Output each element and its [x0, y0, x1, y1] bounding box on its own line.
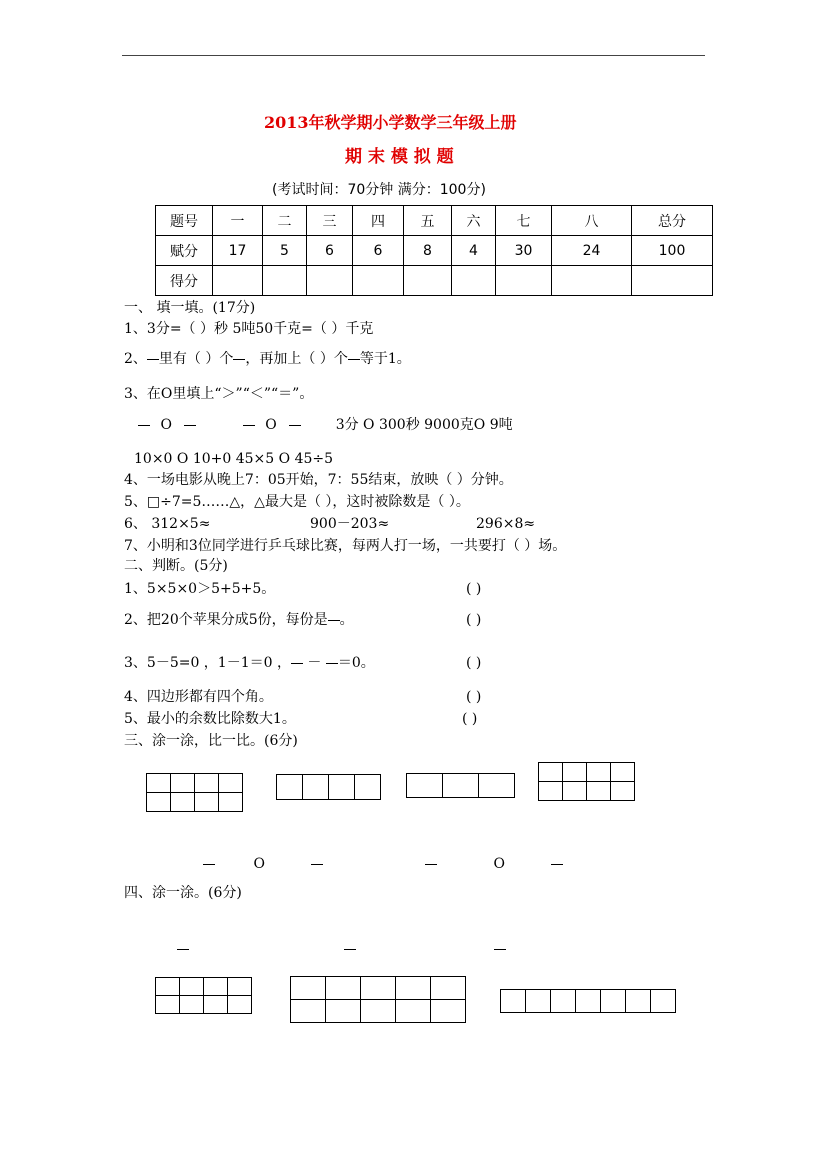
fraction-placeholder [138, 424, 150, 426]
table-cell: 17 [213, 236, 263, 266]
fraction-placeholder [551, 863, 563, 865]
judge-item-2-text: 2、把20个苹果分成5份，每份是 [124, 612, 328, 628]
fraction-placeholder [147, 358, 159, 360]
score-input-cell[interactable] [213, 266, 263, 296]
shading-grid-3[interactable] [406, 773, 515, 798]
section2-heading: 二、判断。(5分) [124, 558, 228, 574]
score-input-cell[interactable] [452, 266, 496, 296]
score-input-cell[interactable] [263, 266, 307, 296]
section1-heading: 一、 填一填。(17分) [124, 300, 256, 316]
shading-grid-7[interactable] [500, 989, 676, 1013]
table-cell: 二 [263, 206, 307, 236]
compare-line-1 [203, 857, 323, 871]
fraction-placeholder [243, 424, 255, 426]
compare-circle[interactable]: O [265, 417, 277, 433]
score-input-cell[interactable] [496, 266, 552, 296]
judge-item-5: 5、最小的余数比除数大1。 [124, 711, 296, 727]
fraction-placeholder [203, 863, 215, 865]
table-cell: 八 [552, 206, 632, 236]
score-input-cell[interactable] [632, 266, 713, 296]
compare-circle[interactable]: O [253, 856, 265, 872]
question-1-6b: 900－203≈ [310, 516, 390, 532]
table-cell: 四 [353, 206, 404, 236]
compare-circle[interactable]: O [493, 856, 505, 872]
question-1-6c: 296×8≈ [476, 516, 536, 532]
question-1-1: 1、3分=（ ）秒 5吨50千克=（ ）千克 [124, 321, 374, 337]
score-input-cell[interactable] [353, 266, 404, 296]
table-cell: 总分 [632, 206, 713, 236]
fraction-placeholder [344, 948, 356, 950]
top-rule [122, 55, 705, 56]
judge-item-2-tail: 。 [339, 612, 354, 628]
question-1-4: 4、一场电影从晚上7：05开始，7：55结束，放映（ ）分钟。 [124, 472, 513, 488]
judge-item-3-text: 3、5－5=0 ，1－1＝0 ， [124, 655, 291, 671]
shading-grid-6[interactable] [290, 976, 466, 1023]
table-cell: 一 [213, 206, 263, 236]
table-cell: 七 [496, 206, 552, 236]
table-cell: 三 [307, 206, 353, 236]
compare-line-2 [425, 857, 563, 871]
table-cell: 5 [263, 236, 307, 266]
judge-item-3: 3、5－5=0 ，1－1＝0 ， － ＝0。 [124, 655, 375, 671]
fraction-placeholder [291, 662, 303, 664]
fraction-placeholder [184, 424, 196, 426]
table-row [156, 206, 713, 236]
shading-grid-4[interactable] [538, 762, 635, 801]
exam-title: 2013年秋学期小学数学三年级上册 [264, 113, 517, 132]
table-cell: 24 [552, 236, 632, 266]
shading-grid-5[interactable] [155, 977, 252, 1014]
judge-item-3-tail: ＝0。 [337, 655, 375, 671]
table-cell: 4 [452, 236, 496, 266]
table-row [156, 236, 713, 266]
table-cell: 六 [452, 206, 496, 236]
judge-item-1: 1、5×5×0＞5+5+5。 [124, 581, 276, 597]
exam-subtitle: 期 末 模 拟 题 [345, 147, 454, 167]
judge-item-4: 4、四边形都有四个角。 [124, 689, 273, 705]
judge-answer-1[interactable]: ( ) [466, 581, 482, 597]
fraction-placeholder [233, 358, 245, 360]
table-cell: 五 [404, 206, 452, 236]
table-cell: 题号 [156, 206, 213, 236]
question-1-6a: 6、 312×5≈ [124, 516, 211, 532]
fraction-placeholder [494, 948, 506, 950]
fraction-placeholder [326, 662, 338, 664]
table-cell: 得分 [156, 266, 213, 296]
table-row [156, 266, 713, 296]
fraction-placeholder [311, 863, 323, 865]
compare-circle[interactable]: O [160, 417, 172, 433]
compare-row-2: 10×0 O 10+0 45×5 O 45÷5 [134, 451, 334, 467]
question-1-3: 3、在O里填上“＞”“＜”“＝”。 [124, 386, 314, 402]
score-table [155, 205, 713, 296]
shading-grid-2[interactable] [276, 774, 381, 800]
judge-item-2 [124, 613, 354, 627]
section3-heading: 三、涂一涂，比一比。(6分) [124, 733, 298, 749]
score-input-cell[interactable] [552, 266, 632, 296]
table-cell: 100 [632, 236, 713, 266]
fraction-placeholder [425, 863, 437, 865]
fraction-placeholder [348, 358, 360, 360]
question-1-5: 5、□÷7=5……△，△最大是（ ），这时被除数是（ ）。 [124, 494, 470, 510]
fraction-placeholder [328, 619, 340, 621]
q2-part-b: 里有（ ）个 [158, 351, 234, 367]
q2-part-a: 2、 [124, 351, 147, 367]
judge-answer-2[interactable]: ( ) [466, 612, 482, 628]
section4-heading: 四、涂一涂。(6分) [124, 885, 242, 901]
table-cell: 30 [496, 236, 552, 266]
score-input-cell[interactable] [307, 266, 353, 296]
compare-row-1-rest: 3分 O 300秒 9000克O 9吨 [335, 417, 513, 433]
shading-grid-1[interactable] [146, 773, 243, 812]
fraction-placeholder [289, 424, 301, 426]
table-cell: 赋分 [156, 236, 213, 266]
score-input-cell[interactable] [404, 266, 452, 296]
exam-info: (考试时间：70分钟 满分：100分) [272, 182, 486, 198]
compare-row-1 [138, 418, 513, 432]
table-cell: 6 [307, 236, 353, 266]
table-cell: 6 [353, 236, 404, 266]
fraction-placeholder [177, 948, 189, 950]
judge-answer-3[interactable]: ( ) [466, 655, 482, 671]
table-cell: 8 [404, 236, 452, 266]
q2-part-c: ，再加上（ ）个 [245, 351, 348, 367]
q2-part-d: 等于1。 [359, 351, 411, 367]
judge-answer-5[interactable]: ( ) [462, 711, 478, 727]
judge-answer-4[interactable]: ( ) [466, 689, 482, 705]
question-1-2 [124, 352, 411, 366]
question-1-7: 7、小明和3位同学进行乒乓球比赛，每两人打一场，一共要打（ ）场。 [124, 538, 567, 554]
